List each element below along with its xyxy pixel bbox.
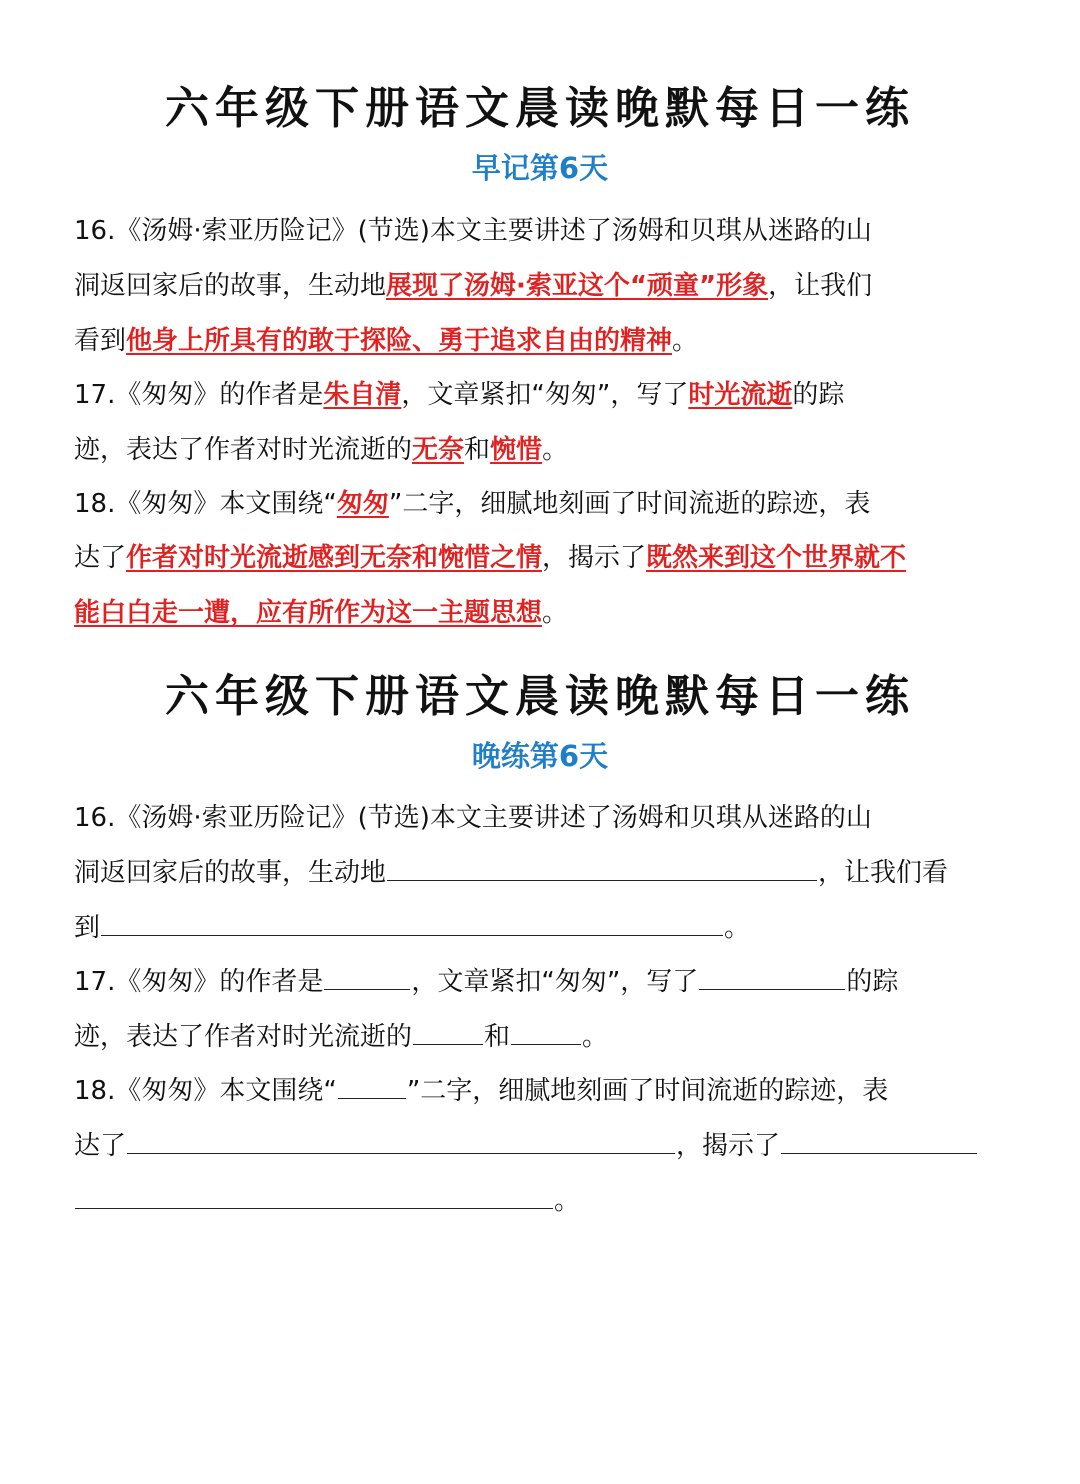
evening-q16-line1 <box>74 803 1008 833</box>
text: 看到 <box>74 326 127 356</box>
text: ”二字，细腻地刻画了时间流逝的踪迹，表 <box>388 489 871 519</box>
evening-q17-line2 <box>74 1022 1008 1052</box>
evening-q18-line1 <box>74 1076 1008 1106</box>
answer: 既然来到这个世界就不 <box>646 543 907 573</box>
text: ，让我们 <box>768 271 873 301</box>
morning-q16-line2 <box>74 271 1008 301</box>
text: 16.《汤姆·索亚历险记》(节选)本文主要讲述了汤姆和贝琪从迷路的山 <box>74 803 872 833</box>
morning-q16-line3 <box>74 326 1008 356</box>
answer: 匆匆 <box>336 489 389 519</box>
morning-q17-line2 <box>74 435 1008 465</box>
text: 达了 <box>74 1131 127 1161</box>
text: 到 <box>74 913 101 943</box>
morning-q16-line1 <box>74 216 1008 246</box>
text: 。 <box>554 1186 581 1216</box>
answer: 无奈 <box>412 435 465 465</box>
answer-blank[interactable] <box>127 1131 675 1154</box>
text: 洞返回家后的故事，生动地 <box>74 271 387 301</box>
answer: 展现了汤姆·索亚这个“顽童”形象 <box>386 271 769 301</box>
text: 。 <box>542 598 569 628</box>
answer: 作者对时光流逝感到无奈和惋惜之情 <box>126 543 543 573</box>
text: ，让我们看 <box>818 858 949 888</box>
text: 洞返回家后的故事，生动地 <box>74 858 387 888</box>
answer-blank[interactable] <box>387 858 817 881</box>
text: 16.《汤姆·索亚历险记》(节选)本文主要讲述了汤姆和贝琪从迷路的山 <box>74 216 872 246</box>
text: 达了 <box>74 543 127 573</box>
text: ，文章紧扣“匆匆”，写了 <box>401 380 689 410</box>
answer-blank[interactable] <box>75 1186 553 1209</box>
answer-blank[interactable] <box>699 967 845 990</box>
text: 和 <box>484 1022 511 1052</box>
text: 和 <box>464 435 491 465</box>
text: 。 <box>672 326 699 356</box>
evening-q16-line3 <box>74 913 1008 943</box>
morning-q18-line3 <box>74 598 1008 628</box>
text: 。 <box>724 913 751 943</box>
text: 。 <box>582 1022 609 1052</box>
text: 17.《匆匆》的作者是 <box>74 380 324 410</box>
evening-title: 六年级下册语文晨读晚默每日一练 <box>165 671 915 722</box>
text: 18.《匆匆》本文围绕“ <box>74 1076 337 1106</box>
evening-q18-line2 <box>74 1131 1008 1161</box>
evening-subtitle: 晚练第6天 <box>471 739 609 773</box>
answer: 惋惜 <box>490 435 543 465</box>
morning-title: 六年级下册语文晨读晚默每日一练 <box>165 83 915 134</box>
morning-q17-line1 <box>74 380 1008 410</box>
morning-q18-line2 <box>74 543 1008 573</box>
answer: 朱自清 <box>323 380 402 410</box>
text: ，揭示了 <box>676 1131 781 1161</box>
text: 迹，表达了作者对时光流逝的 <box>74 1022 413 1052</box>
evening-q16-line2 <box>74 858 1008 888</box>
text: ，揭示了 <box>542 543 647 573</box>
answer: 时光流逝 <box>688 380 793 410</box>
text: 18.《匆匆》本文围绕“ <box>74 489 337 519</box>
evening-q17-line1 <box>74 967 1008 997</box>
answer-blank[interactable] <box>101 913 723 936</box>
evening-q18-line3 <box>74 1186 1008 1216</box>
text: 17.《匆匆》的作者是 <box>74 967 324 997</box>
morning-q18-line1 <box>74 489 1008 519</box>
text: 。 <box>542 435 569 465</box>
answer-blank[interactable] <box>413 1022 483 1045</box>
text: ，文章紧扣“匆匆”，写了 <box>411 967 699 997</box>
text: ”二字，细腻地刻画了时间流逝的踪迹，表 <box>406 1076 889 1106</box>
morning-subtitle: 早记第6天 <box>471 151 609 185</box>
answer-blank[interactable] <box>338 1076 406 1099</box>
answer: 他身上所具有的敢于探险、勇于追求自由的精神 <box>126 326 673 356</box>
answer: 能白白走一遭，应有所作为这一主题思想 <box>74 598 543 628</box>
answer-blank[interactable] <box>324 967 410 990</box>
answer-blank[interactable] <box>511 1022 581 1045</box>
answer-blank[interactable] <box>781 1131 977 1154</box>
text: 的踪 <box>846 967 899 997</box>
text: 迹，表达了作者对时光流逝的 <box>74 435 413 465</box>
text: 的踪 <box>792 380 845 410</box>
